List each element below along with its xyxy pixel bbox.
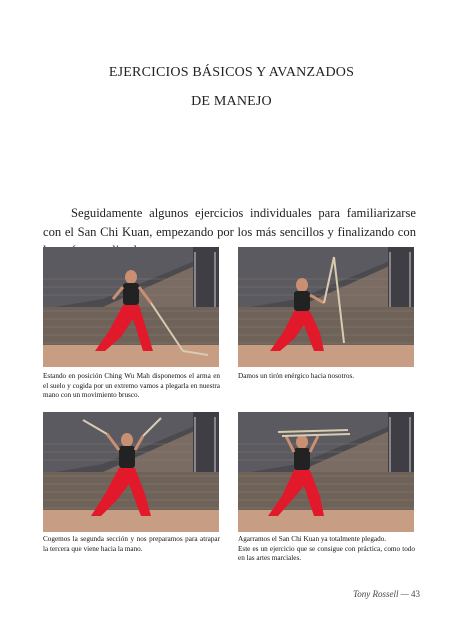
exercise-photo-1 bbox=[43, 247, 219, 367]
exercise-photo-2 bbox=[238, 247, 414, 367]
caption-3 bbox=[43, 535, 220, 554]
caption-1 bbox=[43, 372, 220, 401]
chapter-title-line-1: EJERCICIOS BÁSICOS Y AVANZADOS bbox=[108, 65, 355, 80]
footer-author: Tony Rossell — bbox=[353, 589, 409, 599]
caption-4 bbox=[238, 535, 415, 564]
caption-4-line-1: Agarramos el San Chi Kuan ya totalmente plegado. bbox=[238, 535, 387, 543]
caption-3-text: Cogemos la segunda sección y nos preparamos para atrapar la tercera que viene hacia la mano. bbox=[43, 535, 220, 553]
exercise-photo-4 bbox=[238, 412, 414, 532]
exercise-photo-3 bbox=[43, 412, 219, 532]
caption-2 bbox=[238, 372, 415, 382]
caption-4-line-2: Este es un ejercicio que se consigue con práctica, como todo en las artes marciales. bbox=[238, 544, 415, 563]
intro-paragraph: Seguidamente algunos ejercicios individuales para familiarizarse con el San Chi Kuan, empezando por los más sencillos y finalizando con bbox=[43, 206, 416, 239]
caption-2-text: Damos un tirón enérgico hacia nosotros. bbox=[238, 372, 355, 380]
caption-1-text: Estando en posición Ching Wu Mah disponemos el arma en el suelo y cogida por un extremo vamos a plegarla en nuestra mano con un movimiento brusco. bbox=[43, 372, 220, 400]
chapter-title-line-2: DE MANEJO bbox=[191, 94, 272, 109]
page-number: 43 bbox=[411, 589, 420, 599]
page-footer bbox=[353, 589, 420, 599]
